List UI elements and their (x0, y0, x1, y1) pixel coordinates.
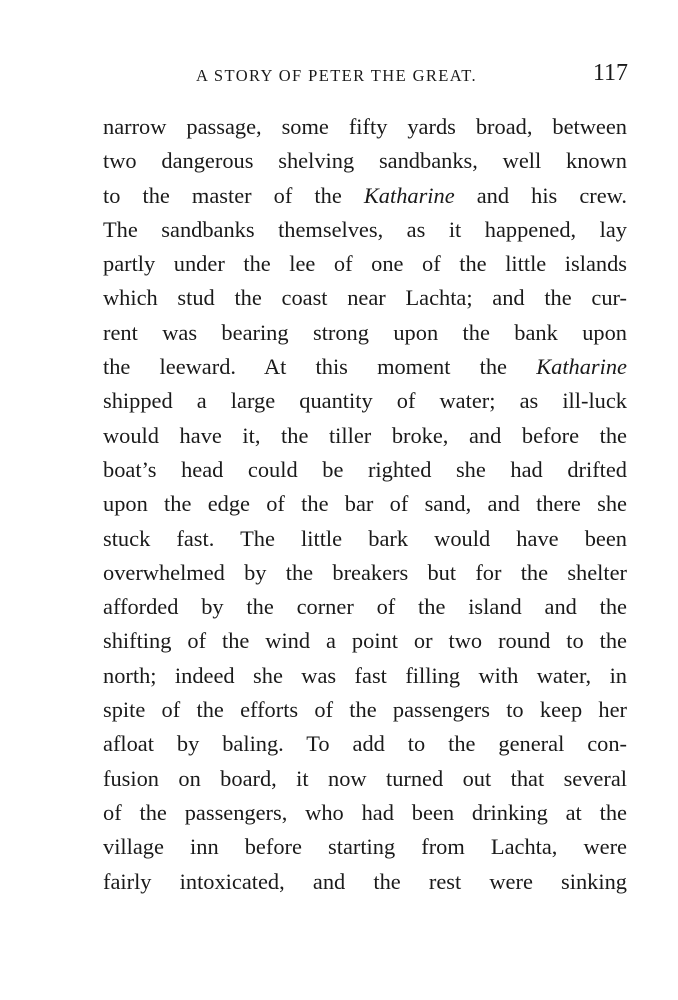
text-line: fairly intoxicated, and the rest were sinking (103, 868, 627, 894)
text-line: spite of the efforts of the passengers to keep her (103, 697, 627, 723)
ship-name-italic: Katharine (363, 182, 455, 208)
text-line-after: and his crew. (454, 182, 627, 208)
text-line: overwhelmed by the breakers but for the shelter (103, 559, 627, 585)
text-line (103, 350, 627, 384)
text-line: boat’s head could be righted she had drifted (103, 456, 627, 482)
text-line-before: the leeward. At this moment the (103, 354, 537, 380)
text-line: two dangerous shelving sandbanks, well known (103, 148, 627, 174)
text-line: narrow passage, some fifty yards broad, between (103, 114, 627, 139)
page-number: 117 (592, 60, 628, 86)
text-line: stuck fast. The little bark would have been (103, 525, 627, 551)
text-line: village inn before starting from Lachta, were (103, 834, 627, 860)
text-line: upon the edge of the bar of sand, and there she (103, 491, 627, 517)
text-line: north; indeed she was fast filling with water, in (103, 662, 627, 688)
text-line: partly under the lee of one of the little islands (103, 251, 627, 277)
text-line: would have it, the tiller broke, and before the (103, 422, 627, 448)
text-line: which stud the coast near Lachta; and the cur- (103, 285, 627, 311)
text-line: rent was bearing strong upon the bank upon (103, 319, 627, 345)
text-line: of the passengers, who had been drinking at the (103, 799, 627, 825)
text-line: afforded by the corner of the island and the (103, 594, 627, 620)
text-line-before: to the master of the (103, 182, 364, 208)
text-line: afloat by baling. To add to the general con- (103, 731, 627, 757)
text-line (103, 179, 627, 213)
text-line: fusion on board, it now turned out that several (103, 765, 627, 791)
body-text (103, 110, 627, 899)
text-line: shipped a large quantity of water; as ill-luck (103, 388, 627, 414)
text-line: The sandbanks themselves, as it happened, lay (103, 216, 627, 242)
text-line: shifting of the wind a point or two round to the (103, 628, 627, 654)
running-head-title: A STORY OF PETER THE GREAT. (196, 66, 478, 85)
ship-name-italic: Katharine (536, 354, 627, 380)
